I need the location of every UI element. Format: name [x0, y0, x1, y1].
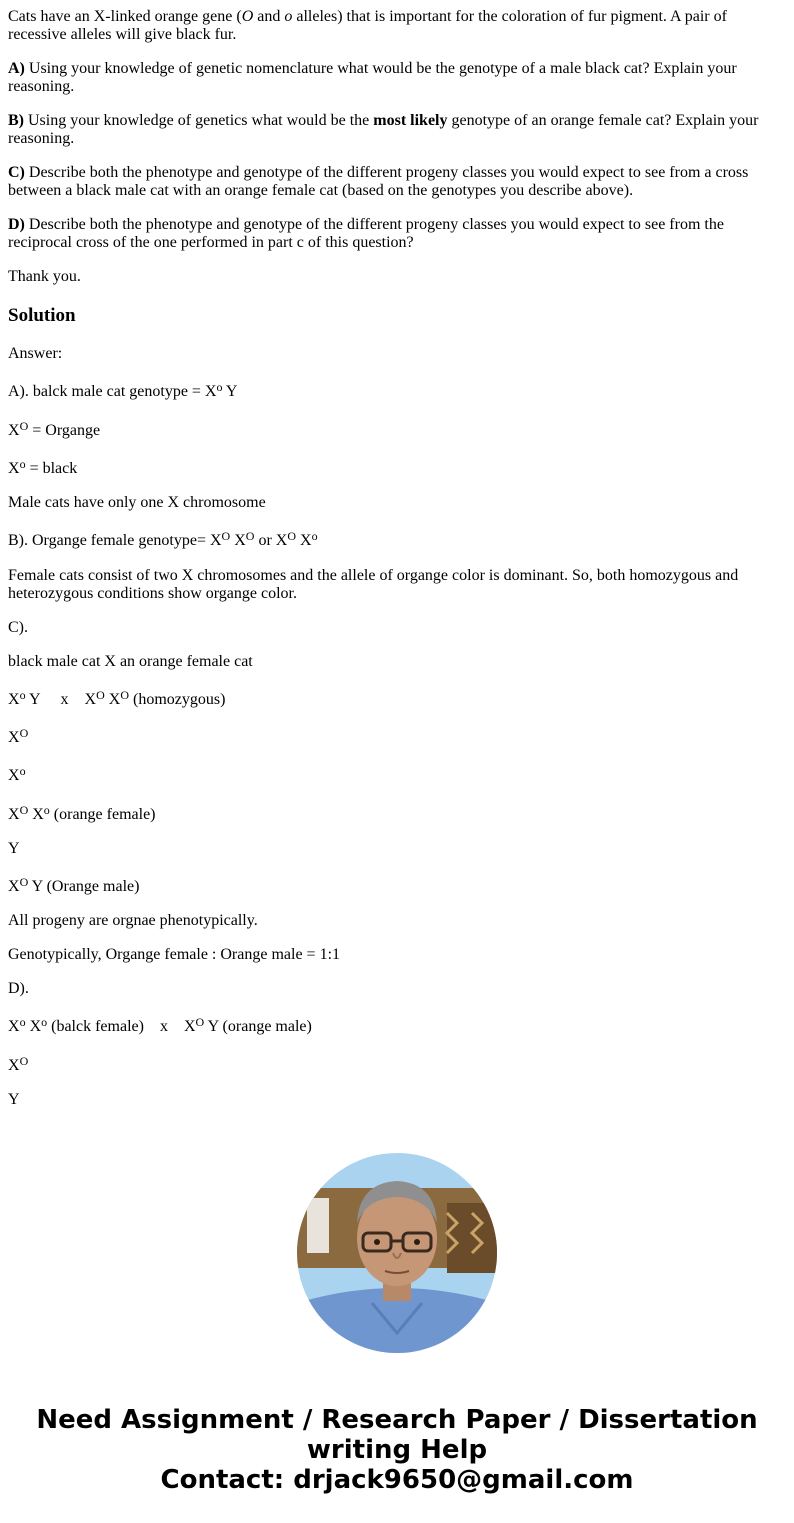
promo-contact: Contact: drjack9650@gmail.com: [160, 1465, 634, 1495]
question-part-d: D) Describe both the phenotype and genotype of the different progeny classes you would expect to see from the reciprocal cross of the one performed in part c of this question?: [8, 216, 724, 251]
progeny-orange-female: $X^O$ $X^o$ (orange female): [8, 803, 156, 823]
orange-allele-def: $X^O$ = Organge: [8, 419, 101, 439]
solution-heading: Solution: [8, 305, 76, 326]
promo-line-1: Need Assignment / Research Paper / Dissertation: [36, 1405, 758, 1435]
female-note: Female cats consist of two X chromosomes and the allele of organge color is dominant. So, both homozygous and heterozygous conditions show organge color.: [8, 567, 739, 602]
promo-line-2: writing Help: [306, 1435, 488, 1465]
gamete-y: Y: [8, 840, 20, 857]
phenotype-summary: All progeny are orgnae phenotypically.: [8, 912, 258, 929]
cross-c-description: black male cat X an orange female cat: [8, 653, 253, 670]
gamete-xo-recessive: $X^o$: [8, 764, 26, 784]
answer-c-label: C).: [8, 619, 28, 636]
answer-d-label: D).: [8, 980, 29, 997]
black-allele-def: $X^o$ = black: [8, 457, 78, 477]
gamete-xo-dominant: $X^O$: [8, 726, 29, 746]
promo-banner: [0, 1405, 794, 1495]
answer-b: B). Organge female genotype= $X^O$ $X^O$ or $X^O$ $X^o$: [8, 529, 318, 549]
question-part-b: B) Using your knowledge of genetics what would be the most likely genotype of an orange female cat? Explain your reasoning.: [8, 112, 759, 147]
gamete-y-d: Y: [8, 1091, 20, 1108]
cross-c-parents: $X^o$ Y x $X^O$ $X^O$ (homozygous): [8, 688, 226, 708]
progeny-orange-male: $X^O$ Y (Orange male): [8, 875, 140, 895]
thanks-text: Thank you.: [8, 268, 81, 285]
gamete-xo-dominant-d: $X^O$: [8, 1054, 29, 1074]
answer-a: A). balck male cat genotype = $X^o$ Y: [8, 380, 238, 400]
author-photo: [297, 1153, 497, 1353]
question-intro: Cats have an X-linked orange gene (O and o alleles) that is important for the coloration of fur pigment. A pair of recessive alleles will give black fur.: [8, 8, 727, 43]
answer-label: Answer:: [8, 345, 63, 362]
author-avatar: [297, 1153, 497, 1353]
question-part-a: A) Using your knowledge of genetic nomenclature what would be the genotype of a male black cat? Explain your reasoning.: [8, 60, 737, 95]
genotype-ratio: Genotypically, Organge female : Orange male = 1:1: [8, 946, 341, 963]
question-part-c: C) Describe both the phenotype and genotype of the different progeny classes you would expect to see from a cross between a black male cat with an orange female cat (based on the genotypes you describe above).: [8, 164, 749, 199]
cross-d-parents: $X^o$ $X^o$ (balck female) x $X^O$ Y (orange male): [8, 1015, 312, 1035]
male-note: Male cats have only one X chromosome: [8, 494, 266, 511]
